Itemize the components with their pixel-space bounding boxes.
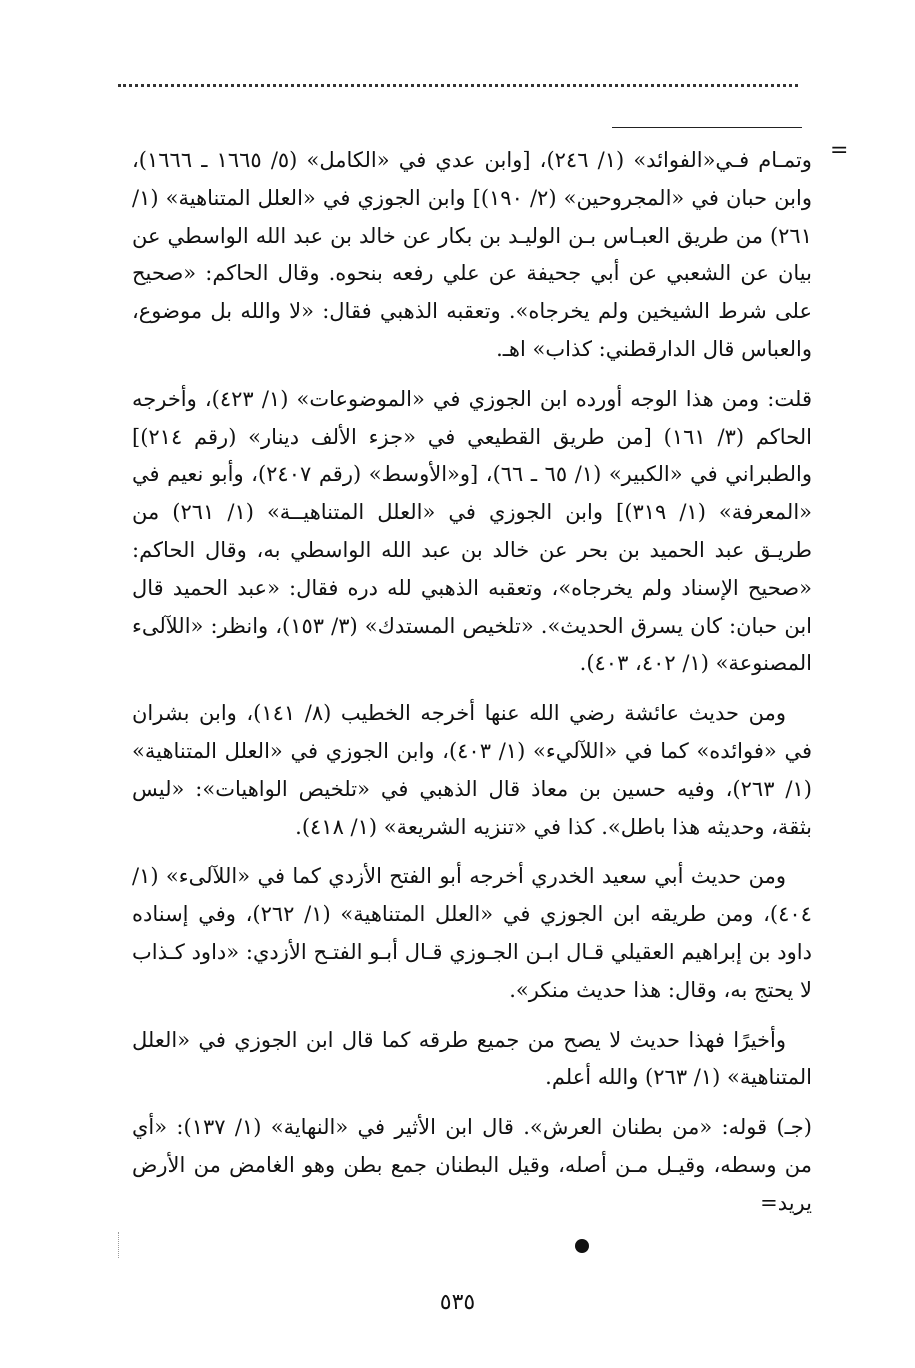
footnote-paragraph-2: قلت: ومن هذا الوجه أورده ابن الجوزي في «الموضوعات» (١/ ٤٢٣)، وأخرجه الحاكم (٣/ ١٦١) [من طريق القطيعي في «جزء الألف دينار» (رقم ٢١٤)] والطبراني في «الكبير» (١/ ٦٥ ـ ٦٦)، [و«الأوسط» (رقم ٢٤٠٧)، وأبو نعيم في «المعرفة» (١/ ٣١٩)] وابن الجوزي في «العلل المتناهيــة» (١/ ٢٦١) من طريـق عبد الحميد بن بحر عن خالد بن عبد الله الواسطي به، وقال الحاكم: «صحيح الإسناد ولم يخرجاه»، وتعقبه الذهبي لله دره فقال: «عبد الحميد قال ابن حبان: كان يسرق الحديث». «تلخيص المستدك» (٣/ ١٥٣)، وانظر: «اللآلىء المصنوعة» (١/ ٤٠٢، ٤٠٣). (132, 386, 813, 676)
footnote-paragraph-6: (جـ) قوله: «من بطنان العرش». قال ابن الأثير في «النهاية» (١/ ١٣٧): «أي من وسطه، وقيـل مـن أصله، وقيل البطنان جمع بطن وهو الغامض من الأرض يريد= (132, 1115, 812, 1215)
footnote-paragraph-3: ومن حديث عائشة رضي الله عنها أخرجه الخطيب (٨/ ١٤١)، وابن بشران في «فوائده» كما في «اللآليء» (١/ ٤٠٣)، وابن الجوزي في «العلل المتناهية» (١/ ٢٦٣)، وفيه حسين بن معاذ قال الذهبي في «تلخيص الواهيات»: «ليس بثقة، وحديثه هذا باطل». كذا في «تنزيه الشريعة» (١/ ٤١٨). (132, 701, 812, 839)
continuation-mark: = (830, 138, 849, 163)
footnote-paragraph-1: وتمـام فـي«الفوائد» (١/ ٢٤٦)، [وابن عدي في «الكامل» (٥/ ١٦٦٥ ـ ١٦٦٦)، وابن حبان في «المجروحين» (٢/ ١٩٠)] وابن الجوزي في «العلل المتناهية» (١/ ٢٦١) من طريق العبـاس بـن الوليـد بن بكار عن خالد بن عبد الله الواسطي عن بيان عن الشعبي عن أبي جحيفة عن علي رفعه بنحوه. وقال الحاكم: «صحيح على شرط الشيخين ولم يخرجاه». وتعقبه الذهبي فقال: «لا والله بل موضوع، والعباس قال الدارقطني: كذاب» اهـ. (132, 148, 812, 361)
footnote-body (132, 142, 812, 1235)
page-number: ٥٣٥ (439, 1290, 476, 1315)
footnote-paragraph-4: ومن حديث أبي سعيد الخدري أخرجه أبو الفتح الأزدي كما في «اللآلىء» (١/ ٤٠٤)، ومن طريقه ابن الجوزي في «العلل المتناهية» (١/ ٢٦٢)، وفي إسناده داود بن إبراهيم العقيلي قـال ابـن الجـوزي قـال أبـو الفتـح الأزدي: «داود كـذاب لا يحتج به، وقال: هذا حديث منكر». (132, 864, 812, 1002)
footnote-paragraph-5: وأخيرًا فهذا حديث لا يصح من جميع طرقه كما قال ابن الجوزي في «العلل المتناهية» (١/ ٢٦٣) والله أعلم. (132, 1027, 812, 1090)
top-dotted-rule (118, 84, 798, 87)
footnote-separator-rule (612, 127, 802, 128)
scan-smudge (118, 1232, 129, 1258)
bullet-mark (575, 1239, 589, 1253)
